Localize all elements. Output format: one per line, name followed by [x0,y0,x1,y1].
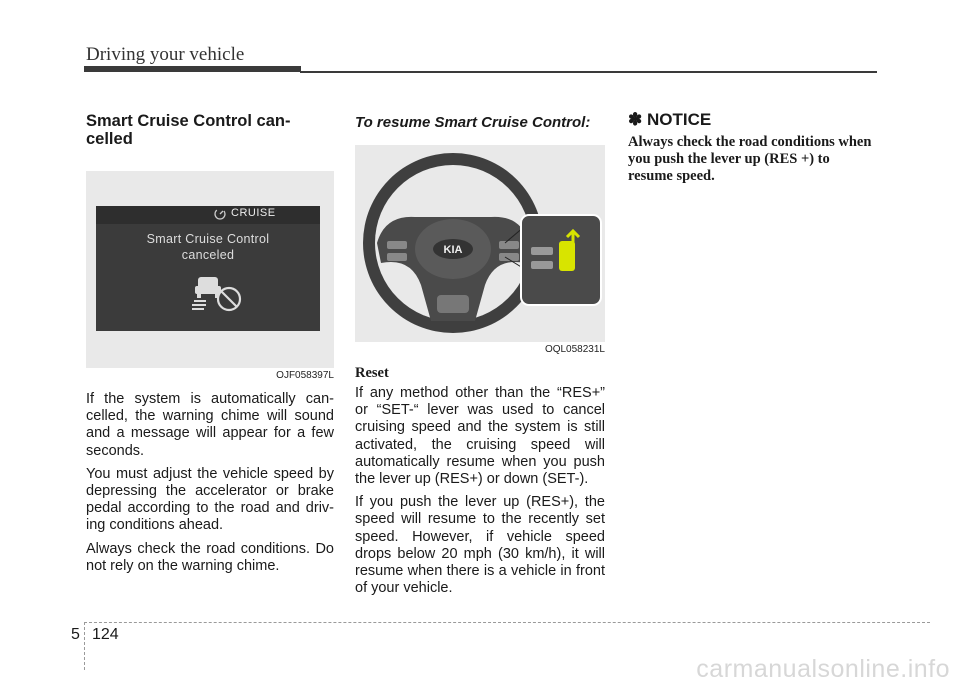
kia-logo-text: KIA [443,244,463,256]
chapter-number: 5 [71,626,80,643]
header-bar [84,66,301,72]
watermark: carmanualsonline.info [696,655,950,683]
page-number: 124 [92,626,119,643]
notice-body: Always check the road conditions when you push the lever up (RES +) to resume speed. [628,134,872,184]
column-left [86,110,334,581]
instrument-cluster-screen [96,206,320,331]
figure-caption: OQL058231L [544,344,605,355]
cluster-top-bar [96,206,320,224]
section-heading-cancelled [86,112,334,148]
steering-wheel-figure [355,145,605,342]
cruise-icon [213,207,227,221]
section-heading-resume: To resume Smart Cruise Control: [355,114,591,131]
cruise-label: CRUISE [231,207,276,219]
cancel-message-line1: Smart Cruise Control [146,232,270,246]
paragraph: If the system is automatically can- celled, the warning chime will sound and a message will appear for a few seconds. [86,391,334,459]
page-header-title: Driving your vehicle [86,44,245,65]
footer-rule [84,622,930,623]
column-right [628,110,878,185]
column-middle [355,110,605,603]
paragraph: You must adjust the vehicle speed by depressing the accelerator or brake pedal according to the road and driv- ing conditions ahead. [86,465,334,534]
paragraph: If any method other than the “RES+” or “SET-“ lever was used to cancel cruising speed and the system is still activated, the cruising speed will automatically resume when you push the lever up (RES+) or down (SET-). [355,385,605,488]
section-heading-text: Smart Cruise Control can- celled [86,112,291,148]
steering-wheel-illustration [355,145,605,342]
figure-caption: OJF058397L [276,370,334,381]
reset-heading: Reset [355,365,389,381]
cancelled-body [86,391,334,575]
paragraph: If you push the lever up (RES+), the speed will resume to the recently set speed. However, if vehicle speed drops below 20 mph (30 km/h), it will resume when there is a vehicle in front of your vehicle. [355,494,605,597]
notice-title [628,110,878,130]
footer-divider [84,622,85,670]
cancel-message-line2: canceled [181,248,235,262]
paragraph: Always check the road conditions. Do not rely on the warning chime. [86,540,334,574]
notice-star-icon: ✽ [628,110,643,129]
notice-label: NOTICE [646,110,712,129]
header-rule [300,71,877,73]
cluster-display-figure [86,171,334,368]
car-cancel-icon [192,271,248,313]
reset-body [355,365,605,597]
